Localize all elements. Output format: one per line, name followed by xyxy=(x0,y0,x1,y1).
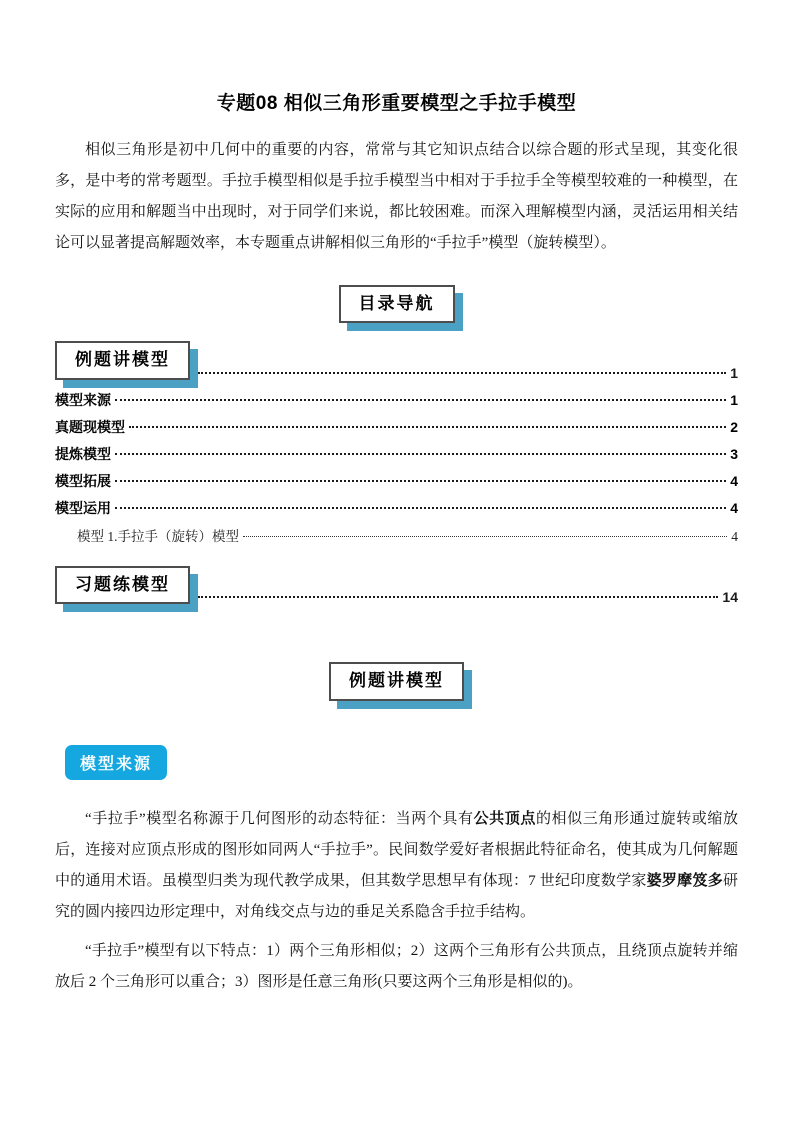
model-source-badge: 模型来源 xyxy=(65,745,167,780)
dot-leader xyxy=(115,480,726,482)
toc-nav-box xyxy=(339,285,455,323)
dot-leader xyxy=(129,426,726,428)
toc-entry-model-apply[interactable] xyxy=(55,498,738,525)
toc-section-example-row[interactable] xyxy=(55,341,738,379)
section-header-wrap xyxy=(55,662,738,700)
section-box-exercise-label: 习题练模型 xyxy=(75,574,170,594)
toc-page-number: 4 xyxy=(730,472,738,489)
toc-page-number: 1 xyxy=(730,391,738,408)
toc-entry-label: 模型拓展 xyxy=(55,472,111,489)
toc-entry-model1-rotation[interactable] xyxy=(55,525,738,552)
dot-leader xyxy=(115,507,726,509)
toc-entry-label: 模型运用 xyxy=(55,499,111,516)
section-box-example xyxy=(55,341,190,379)
dot-leader xyxy=(243,536,727,537)
section-box-exercise xyxy=(55,566,190,604)
table-of-contents xyxy=(55,341,738,604)
toc-entry-label: 模型 1.手拉手（旋转）模型 xyxy=(77,528,239,544)
toc-nav-title: 目录导航 xyxy=(358,294,435,313)
section-box-example-label: 例题讲模型 xyxy=(75,350,170,370)
text-segment: 的相似三角形通过旋转或缩放后，连接对应顶点形成的图形如同两人“手拉手”。民间数学爱好者根据此特征命名，使其成为几何解题中的通用术语。虽模型归类为现代教学成果，但其数学思想早有体现：7 世纪印度数学家 xyxy=(55,810,738,889)
toc-page-number: 1 xyxy=(730,364,738,381)
toc-entry-label: 提炼模型 xyxy=(55,445,111,462)
intro-paragraph: 相似三角形是初中几何中的重要的内容，常常与其它知识点结合以综合题的形式呈现，其变化很多，是中考的常考题型。手拉手模型相似是手拉手模型当中相对于手拉手全等模型较难的一种模型，在实际的应用和解题当中出现时，对于同学们来说，都比较困难。而深入理解模型内涵，灵活运用相关结论可以显著提高解题效率，本专题重点讲解相似三角形的“手拉手”模型（旋转模型）。 xyxy=(55,142,738,251)
dot-leader xyxy=(198,596,718,598)
bold-term-common-vertex: 公共顶点 xyxy=(473,810,536,827)
dot-leader xyxy=(198,372,726,374)
toc-page-number: 14 xyxy=(722,589,738,606)
toc-entry-model-source[interactable] xyxy=(55,390,738,417)
toc-page-number: 3 xyxy=(730,445,738,462)
toc-entry-model-extend[interactable] xyxy=(55,471,738,498)
toc-entry-real-exam[interactable] xyxy=(55,417,738,444)
toc-nav-wrap xyxy=(55,285,738,323)
toc-entry-label: 真题现模型 xyxy=(55,418,125,435)
model-features-paragraph: “手拉手”模型有以下特点：1）两个三角形相似；2）这两个三角形有公共顶点，且绕顶点旋转并缩放后 2 个三角形可以重合；3）图形是任意三角形(只要这两个三角形是相似的)。 xyxy=(55,942,738,990)
toc-page-number: 4 xyxy=(730,499,738,516)
dot-leader xyxy=(115,453,726,455)
section-header-box xyxy=(329,662,464,700)
model-source-paragraph xyxy=(55,804,738,928)
toc-entry-refine-model[interactable] xyxy=(55,444,738,471)
toc-page-number: 4 xyxy=(731,528,738,544)
text-segment: “手拉手”模型名称源于几何图形的动态特征：当两个具有 xyxy=(85,810,474,827)
toc-entry-label: 模型来源 xyxy=(55,391,111,408)
dot-leader xyxy=(115,399,726,401)
toc-section-exercise-row[interactable] xyxy=(55,566,738,604)
toc-page-number: 2 xyxy=(730,418,738,435)
text-segment: 研究的圆内接四边形定理中，对角线交点与边的垂足关系隐含手拉手结构。 xyxy=(55,872,738,920)
bold-term-brahmagupta: 婆罗摩笈多 xyxy=(646,872,723,889)
page-title: 专题08 相似三角形重要模型之手拉手模型 xyxy=(216,93,577,114)
section-header-label: 例题讲模型 xyxy=(349,671,444,691)
